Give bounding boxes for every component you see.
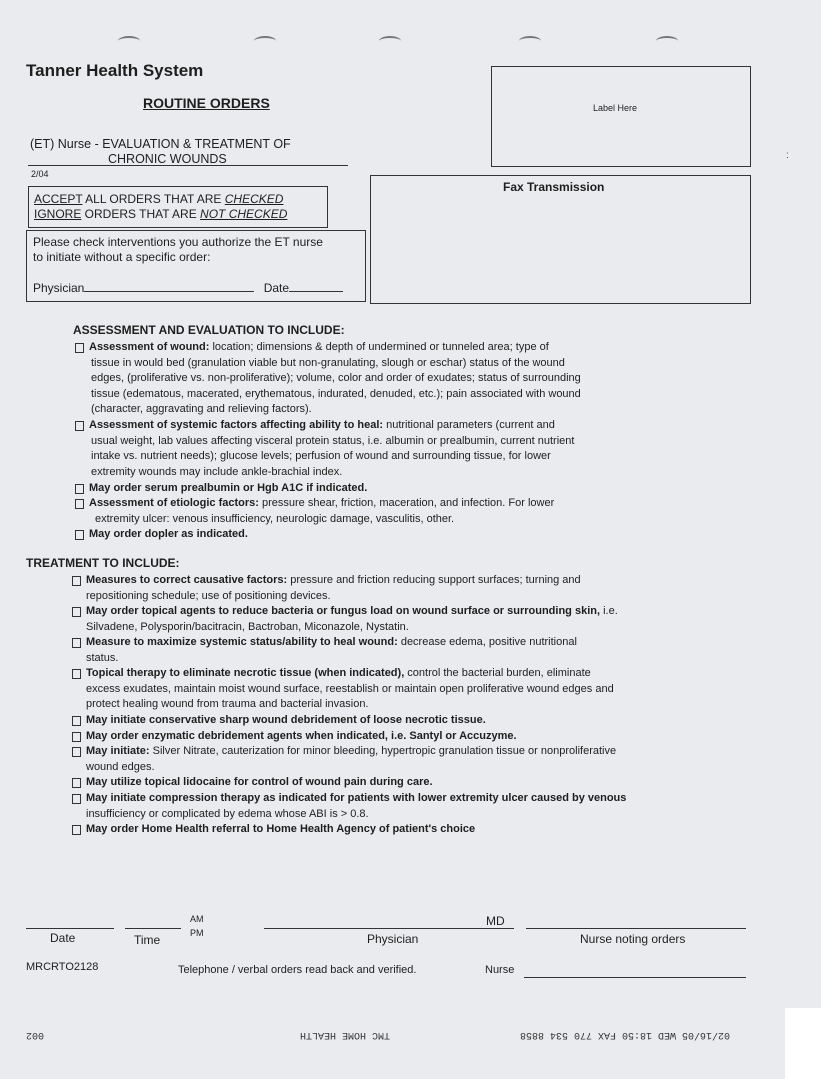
fax-sender-name: TMC HOME HEALTH xyxy=(300,1029,391,1040)
checkbox[interactable] xyxy=(72,794,81,804)
form-subtitle-line2: CHRONIC WOUNDS xyxy=(108,152,227,166)
nurse-label: Nurse xyxy=(485,964,515,976)
item-text: extremity ulcer: venous insufficiency, neurologic damage, vasculitis, other. xyxy=(95,512,455,525)
item-text: control the bacterial burden, eliminate xyxy=(404,667,591,679)
item-text: Silver Nitrate, cauterization for minor bleeding, hypertropic granulation tissue or nonproliferative xyxy=(149,745,617,757)
checkbox[interactable] xyxy=(72,747,81,757)
fax-header-timestamp: 02/16/05 WED 18:50 FAX 770 534 8858 xyxy=(520,1029,731,1040)
punch-mark xyxy=(118,36,140,46)
fax-transmission-box xyxy=(370,175,751,304)
item-text: extremity wounds may include ankle-brachial index. xyxy=(91,465,343,478)
date-field[interactable] xyxy=(289,291,343,292)
authorization-text-2: to initiate without a specific order: xyxy=(33,250,211,264)
assessment-heading: ASSESSMENT AND EVALUATION TO INCLUDE: xyxy=(73,323,345,337)
item-text: Silvadene, Polysporin/bacitracin, Bactroban, Miconazole, Nystatin. xyxy=(86,620,409,633)
checkbox[interactable] xyxy=(72,638,81,648)
item-text: decrease edema, positive nutritional xyxy=(397,636,577,648)
label-placeholder: Label Here xyxy=(593,103,638,113)
checkbox[interactable] xyxy=(75,343,84,353)
item-title: May order serum prealbumin or Hgb A1C if indicated. xyxy=(89,482,368,494)
checklist-item xyxy=(86,822,475,838)
checkbox[interactable] xyxy=(72,778,81,788)
item-text: excess exudates, maintain moist wound surface, reestablish or maintain open proliferative wound edges and xyxy=(86,682,614,695)
telephone-verification: Telephone / verbal orders read back and verified. xyxy=(178,964,417,976)
physician-date-line: Physician Date xyxy=(33,281,343,295)
checkbox[interactable] xyxy=(72,732,81,742)
item-title: May order dopler as indicated. xyxy=(89,528,248,540)
item-title: Assessment of etiologic factors: xyxy=(89,497,259,509)
treatment-heading: TREATMENT TO INCLUDE: xyxy=(26,556,180,570)
organization-name: Tanner Health System xyxy=(26,61,204,80)
checklist-item xyxy=(86,729,517,745)
checklist-item xyxy=(89,496,554,527)
checklist-item xyxy=(89,340,581,418)
checkbox[interactable] xyxy=(72,716,81,726)
date-signature-line[interactable] xyxy=(26,928,114,929)
checklist-item xyxy=(89,481,367,497)
pm-label: PM xyxy=(190,928,204,938)
fax-page-number: 002 xyxy=(26,1029,45,1040)
item-title: Measure to maximize systemic status/ability to heal wound: xyxy=(86,636,398,648)
punch-mark xyxy=(519,36,541,46)
item-text: repositioning schedule; use of positioning devices. xyxy=(86,589,331,602)
authorization-text-1: Please check interventions you authorize the ET nurse xyxy=(33,235,323,249)
punch-mark xyxy=(379,36,401,46)
nurse-noting-line[interactable] xyxy=(526,928,746,929)
item-text: intake vs. nutrient needs); glucose levels; perfusion of wound and surrounding tissue, for lower xyxy=(91,450,551,462)
scan-blank-area xyxy=(785,1008,821,1079)
nurse-signature-line[interactable] xyxy=(524,977,746,978)
item-title: Assessment of wound: xyxy=(89,341,210,353)
checkbox[interactable] xyxy=(75,530,84,540)
checkbox[interactable] xyxy=(72,669,81,679)
item-title: May utilize topical lidocaine for control of wound pain during care. xyxy=(86,776,433,788)
checkbox[interactable] xyxy=(75,484,84,494)
time-label: Time xyxy=(134,933,161,947)
item-title: May order enzymatic debridement agents when indicated, i.e. Santyl or Accuzyme. xyxy=(86,730,517,742)
accept-instruction: ACCEPT ALL ORDERS THAT ARE CHECKED xyxy=(34,192,284,206)
divider xyxy=(28,165,348,166)
item-title: Measures to correct causative factors: xyxy=(86,574,288,586)
physician-label: Physician xyxy=(367,932,419,946)
checklist-item xyxy=(86,604,618,635)
patient-label-box xyxy=(491,66,751,167)
revision-date: 2/04 xyxy=(31,169,49,179)
item-text: insufficiency or complicated by edema whose ABI is > 0.8. xyxy=(86,807,369,820)
item-text: location; dimensions & depth of undermined or tunneled area; type of xyxy=(209,341,549,353)
checkbox[interactable] xyxy=(75,421,84,431)
item-title: May initiate conservative sharp wound debridement of loose necrotic tissue. xyxy=(86,714,486,726)
item-text: wound edges. xyxy=(86,760,155,773)
form-subtitle-line1: (ET) Nurse - EVALUATION & TREATMENT OF xyxy=(30,137,291,151)
item-title: Assessment of systemic factors affecting ability to heal: xyxy=(89,419,384,431)
punch-mark xyxy=(254,36,276,46)
checklist-item xyxy=(86,713,486,729)
item-text: tissue in would bed (granulation viable but non-granulating, slough or eschar) status of the wound xyxy=(91,356,565,369)
checkbox[interactable] xyxy=(72,576,81,586)
item-text: status. xyxy=(86,651,119,664)
nurse-noting-label: Nurse noting orders xyxy=(580,932,686,946)
item-text: (character, aggravating and relieving factors). xyxy=(91,403,312,415)
ignore-instruction: IGNORE ORDERS THAT ARE NOT CHECKED xyxy=(34,207,288,221)
checklist-item xyxy=(86,791,626,822)
physician-signature-line[interactable] xyxy=(264,928,514,929)
checklist-item xyxy=(86,635,577,666)
checklist-item xyxy=(86,775,433,791)
checkbox[interactable] xyxy=(75,499,84,509)
checkbox[interactable] xyxy=(72,825,81,835)
am-label: AM xyxy=(190,914,204,924)
checklist-item xyxy=(86,573,581,604)
item-title: May order Home Health referral to Home Health Agency of patient's choice xyxy=(86,823,476,835)
scan-artifact: : xyxy=(786,150,789,161)
checklist-item xyxy=(89,527,248,543)
physician-signature-field[interactable] xyxy=(84,291,254,292)
fax-transmission-title: Fax Transmission xyxy=(503,180,605,194)
item-text: usual weight, lab values affecting visceral protein status, i.e. albumin or prealbumin, current nutrient xyxy=(91,434,575,447)
punch-mark xyxy=(656,36,678,46)
item-title: May initiate compression therapy as indicated for patients with lower extremity ulcer caused by venous xyxy=(86,792,627,804)
item-text: tissue (edematous, macerated, erythematous, indurated, denuded, etc.); pain associated with wound xyxy=(91,387,581,400)
item-text: pressure shear, friction, maceration, and infection. For lower xyxy=(258,497,555,509)
item-title: May initiate: xyxy=(86,745,150,757)
md-label: MD xyxy=(486,914,505,928)
item-text: i.e. xyxy=(600,605,618,617)
checkbox[interactable] xyxy=(72,607,81,617)
item-text: nutritional parameters (current and xyxy=(383,419,555,431)
item-text: pressure and friction reducing support surfaces; turning and xyxy=(287,574,581,586)
item-text: edges, (proliferative vs. non-proliferative); volume, color and order of exudates; status of surrounding xyxy=(91,372,581,384)
checklist-item xyxy=(86,744,616,775)
time-signature-line[interactable] xyxy=(125,928,181,929)
date-label: Date xyxy=(50,931,76,945)
checklist-item xyxy=(89,418,574,480)
item-title: May order topical agents to reduce bacteria or fungus load on wound surface or surrounding skin, xyxy=(86,605,601,617)
item-title: Topical therapy to eliminate necrotic tissue (when indicated), xyxy=(86,667,405,679)
form-code: MRCRTO2128 xyxy=(26,961,99,973)
checklist-item xyxy=(86,666,614,713)
item-text: protect healing wound from trauma and bacterial invasion. xyxy=(86,698,369,710)
form-title: ROUTINE ORDERS xyxy=(143,95,270,111)
